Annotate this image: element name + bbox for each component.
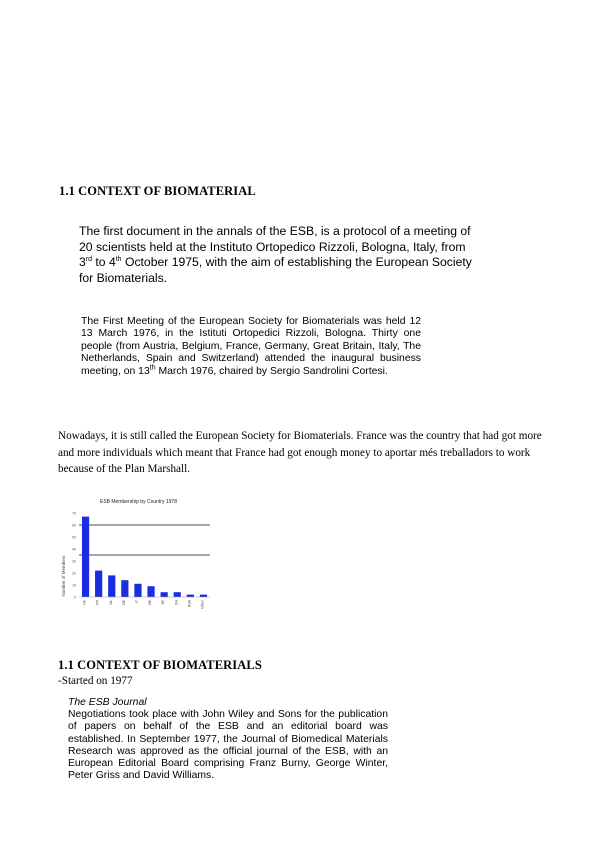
chart-bar [200,595,207,597]
quote1-line4: for Biomaterials. [79,270,168,285]
chart-bar [147,586,154,597]
quote1-line3-sup1: rd [85,256,93,264]
chart-y-axis-label: Number of Members [61,555,66,597]
quote1-line2: 20 scientists held at the Instituto Ortopedico Rizzoli, Bologna, Italy, from [79,239,466,254]
chart-title: ESB Membership by Country 1978 [100,499,177,505]
chart-bar [161,592,168,597]
quote-excerpt-1 [79,224,479,286]
chart-bar [134,584,141,597]
chart-y-tick-label: 10 [72,583,76,588]
journal-title: The ESB Journal [68,697,147,708]
quote1-line3 [79,255,479,271]
journal-text: Negotiations took place with John Wiley and Sons for the publication of papers on behalf of the ESB and an editorial board was established. In September 1977, the Journal of Biomedical Materials Research was approved as the official journal of the ESB, with an European Editorial Board comprising Franz Burny, George Winter, Peter Griss and David Williams. [68,709,388,782]
quote-excerpt-2 [81,316,421,378]
chart-bar [108,575,115,597]
quote1-line3-pre: 3 [79,255,86,270]
chart-bar [82,517,89,597]
quote1-line3-mid: to 4 [92,255,116,270]
chart-x-tick-label: IT [134,600,139,604]
chart-x-tick-label: FR [95,600,100,605]
quote2-text-pre: The First Meeting of the European Society for Biomaterials was held 12 13 March 1976, in the Istituti Ortopedici Rizzoli, Bologna. Thirty one people (from Austria, Belgium, France, Germany, Great Britain, Italy, The Netherlands, Spain and Switzerland) attended the inaugural business meeting, on 13 [81,316,421,377]
chart-y-tick-label: 70 [72,511,76,516]
chart-bar [121,580,128,597]
quote2-text-post: March 1976, chaired by Sergio Sandrolini Cortesi. [155,365,388,377]
chart-bar [95,571,102,597]
started-note: -Started on 1977 [58,675,133,687]
quote1-line1: The first document in the annals of the ESB, is a protocol of a meeting of [79,224,471,238]
chart-x-tick-label: Other [200,600,205,609]
chart-x-tick-label: NL [108,600,113,605]
chart-y-tick-label: 0 [74,595,76,600]
quote1-line3-post: October 1975, with the aim of establishing the European Society [121,255,472,270]
chart-y-tick-label: 30 [72,559,76,564]
quote1-line3-sup2: th [115,256,122,264]
chart-x-tick-label: BE [148,600,153,605]
chart-bar [187,595,194,597]
chart-x-tick-label: USA [187,600,192,608]
chart-y-tick-label: 60 [72,523,76,528]
chart-x-tick-label: UK [82,600,87,605]
chart-y-tick-label: 20 [72,571,76,576]
chart-x-tick-label: CH [174,600,179,606]
section-heading-2: 1.1 CONTEXT OF BIOMATERIALS [58,658,262,672]
section-heading-1: 1.1 CONTEXT OF BIOMATERIAL [59,184,256,198]
body-paragraph: Nowadays, it is still called the European Society for Biomaterials. France was the country that had got more and more individuals which meant that France had got enough money to aportar més treballadors to work because of the Plan Marshall. [58,430,542,475]
chart-bar [174,592,181,597]
membership-bar-chart [58,496,218,636]
chart-y-tick-label: 50 [72,535,76,540]
chart-x-tick-label: SE [161,600,166,605]
journal-excerpt [68,697,388,782]
chart-x-tick-label: DE [121,600,126,605]
chart-y-tick-label: 40 [72,547,76,552]
quote2-sup: th [149,364,156,372]
